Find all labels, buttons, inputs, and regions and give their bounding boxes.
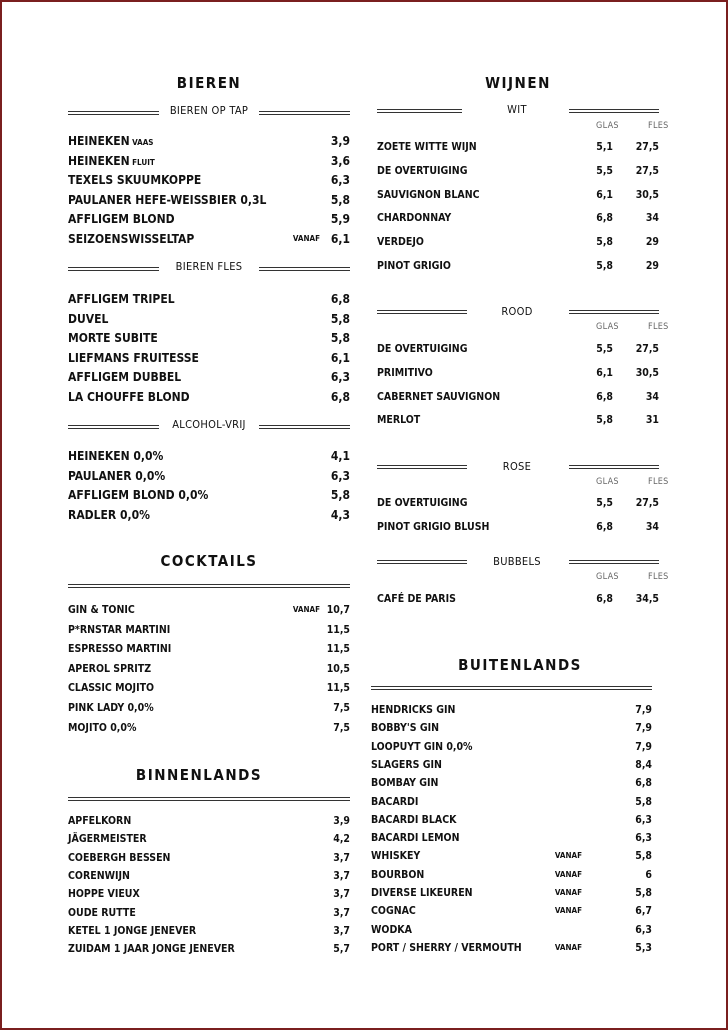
rose-item-fles: 34: [645, 520, 659, 533]
wit-heading: WIT: [507, 103, 527, 116]
wit-item-fles: 34: [645, 212, 659, 225]
tap-item-price: 5,9: [330, 212, 350, 227]
buitenlands-item-price: 6,3: [635, 832, 652, 845]
binnenlands-item: [68, 849, 350, 867]
buitenlands-item-name: BOURBON: [371, 868, 425, 881]
wit-cols-fles: FLES: [648, 121, 669, 131]
wijnen-title: WIJNEN: [485, 74, 551, 92]
tap-item-name: AFFLIGEM BLOND: [68, 212, 175, 227]
rood-item: [377, 411, 659, 429]
rose-item-fles: 27,5: [635, 497, 659, 509]
buitenlands-item-prefix: VANAF: [554, 851, 582, 861]
bubbels-item-fles: 34,5: [635, 593, 659, 605]
wit-item-name: SAUVIGNON BLANC: [377, 188, 480, 201]
binnenlands-item: [68, 885, 350, 903]
buitenlands-item-name: PORT / SHERRY / VERMOUTH: [371, 941, 522, 954]
buitenlands-item: [371, 847, 652, 865]
rood-rule-left: [377, 310, 467, 314]
tap-item: [68, 191, 350, 209]
tap-item-name: HEINEKEN FLUIT: [68, 153, 155, 168]
fles-item-name: MORTE SUBITE: [68, 331, 158, 346]
wit-item-fles: 30,5: [635, 188, 659, 201]
binnenlands-item-name: HOPPE VIEUX: [68, 888, 140, 901]
wit-item-name: CHARDONNAY: [377, 212, 452, 225]
alcohol-vrij-heading-rule-right: [259, 425, 350, 429]
fles-item-name: DUVEL: [68, 311, 109, 326]
wit-item-glas: 5,5: [596, 164, 613, 177]
buitenlands-item-name: WHISKEY: [371, 850, 421, 863]
buitenlands-item: [371, 738, 652, 756]
alcoholvrij-item: [68, 506, 350, 524]
buitenlands-item-name: SLAGERS GIN: [371, 758, 442, 771]
binnenlands-title: BINNENLANDS: [135, 766, 263, 784]
alcohol-vrij-heading-rule-left: [68, 425, 159, 429]
bieren-fles-heading: BIEREN FLES: [175, 260, 243, 273]
bieren-op-tap-heading: BIEREN OP TAP: [169, 104, 249, 117]
wit-item-glas: 5,8: [596, 236, 613, 249]
rood-heading: ROOD: [501, 305, 533, 318]
alcoholvrij-item-price: 4,3: [330, 507, 350, 522]
binnenlands-item-name: KETEL 1 JONGE JENEVER: [68, 924, 197, 937]
buitenlands-item-price: 6: [645, 868, 652, 881]
buitenlands-item-prefix: VANAF: [554, 906, 582, 916]
cocktails-item-price: 11,5: [326, 643, 350, 656]
cocktails-item-name: CLASSIC MOJITO: [68, 682, 155, 695]
binnenlands-item-price: 3,7: [333, 851, 350, 864]
buitenlands-item: [371, 939, 652, 957]
rood-item-name: DE OVERTUIGING: [377, 343, 468, 355]
rood-item: [377, 388, 659, 406]
wit-cols-glas: GLAS: [596, 121, 619, 131]
bieren-title: BIEREN: [176, 74, 242, 92]
cocktails-item-price: 10,7: [326, 604, 350, 616]
buitenlands-item-name: BACARDI BLACK: [371, 813, 457, 826]
binnenlands-item-name: ZUIDAM 1 JAAR JONGE JENEVER: [68, 943, 235, 956]
wit-item: [377, 162, 659, 180]
buitenlands-item-price: 6,8: [635, 777, 652, 790]
tap-item: [68, 152, 350, 170]
rose-item-name: DE OVERTUIGING: [377, 497, 468, 509]
wit-item: [377, 209, 659, 227]
fles-item-price: 6,1: [330, 350, 350, 365]
cocktails-item-name: ESPRESSO MARTINI: [68, 643, 172, 656]
rood-item-fles: 30,5: [635, 366, 659, 379]
tap-item: [68, 210, 350, 228]
alcoholvrij-item-name: RADLER 0,0%: [68, 507, 150, 522]
rood-item-name: MERLOT: [377, 414, 421, 427]
binnenlands-item-name: APFELKORN: [68, 815, 132, 827]
buitenlands-item-name: COGNAC: [371, 905, 416, 918]
cocktails-item: [68, 699, 350, 717]
tap-item: [68, 132, 350, 150]
alcoholvrij-item: [68, 467, 350, 485]
binnenlands-item: [68, 904, 350, 922]
tap-item-name: PAULANER HEFE-WEISSBIER 0,3L: [68, 192, 267, 207]
buitenlands-item-price: 6,3: [635, 813, 652, 826]
cocktails-item-price: 11,5: [326, 623, 350, 636]
cocktails-item: [68, 601, 350, 619]
wit-item: [377, 138, 659, 156]
rood-cols-glas: GLAS: [596, 322, 619, 332]
cocktails-item: [68, 719, 350, 737]
rose-heading: ROSE: [502, 460, 532, 473]
wit-item: [377, 233, 659, 251]
rose-rule-left: [377, 465, 467, 469]
buitenlands-item-price: 8,4: [635, 758, 652, 771]
tap-item-name: SEIZOENSWISSELTAP: [68, 232, 195, 246]
rood-rule-right: [569, 310, 659, 314]
fles-item-name: LA CHOUFFE BLOND: [68, 390, 190, 404]
buitenlands-item-price: 6,7: [635, 905, 652, 918]
binnenlands-item: [68, 922, 350, 940]
binnenlands-item-price: 3,7: [333, 869, 350, 882]
buitenlands-item: [371, 866, 652, 884]
cocktails-item-price: 7,5: [333, 702, 350, 714]
wit-item-name: ZOETE WITTE WIJN: [377, 141, 477, 153]
fles-item-price: 5,8: [330, 311, 350, 326]
cocktails-item-name: P*RNSTAR MARTINI: [68, 623, 171, 636]
rood-item-name: CABERNET SAUVIGNON: [377, 390, 501, 403]
wit-item-fles: 27,5: [635, 164, 659, 177]
cocktails-item-name: MOJITO 0,0%: [68, 721, 137, 734]
buitenlands-item-price: 5,3: [635, 941, 652, 954]
fles-item: [68, 388, 350, 406]
bieren-fles-heading-rule-right: [259, 267, 350, 271]
rood-item-glas: 5,8: [596, 414, 613, 427]
tap-item: [68, 171, 350, 189]
wit-item-glas: 5,8: [596, 260, 613, 272]
alcoholvrij-item: [68, 447, 350, 465]
cocktails-item-name: PINK LADY 0,0%: [68, 702, 154, 714]
cocktails-item-price: 10,5: [326, 662, 350, 675]
bieren-op-tap-heading-rule-left: [68, 111, 159, 115]
buitenlands-item: [371, 774, 652, 792]
buitenlands-item-name: LOOPUYT GIN 0,0%: [371, 740, 473, 753]
rose-rule-right: [569, 465, 659, 469]
rose-item: [377, 494, 659, 512]
cocktails-item-price: 11,5: [326, 682, 350, 695]
wit-rule-left: [377, 109, 462, 113]
rood-item-fles: 34: [645, 390, 659, 403]
rood-item-glas: 5,5: [596, 343, 613, 355]
alcoholvrij-item-name: AFFLIGEM BLOND 0,0%: [68, 488, 209, 503]
cocktails-item: [68, 679, 350, 697]
fles-item-price: 6,8: [330, 292, 350, 306]
binnenlands-item-name: JÄGERMEISTER: [68, 833, 147, 846]
fles-item: [68, 310, 350, 328]
alcoholvrij-item-price: 5,8: [330, 488, 350, 503]
wit-item-fles: 27,5: [635, 141, 659, 153]
rood-item: [377, 364, 659, 382]
buitenlands-item-price: 7,9: [635, 722, 652, 735]
bubbels-item-name: CAFÉ DE PARIS: [377, 593, 456, 605]
bubbels-item: [377, 590, 659, 608]
cocktails-item: [68, 660, 350, 678]
binnenlands-item-name: OUDE RUTTE: [68, 906, 136, 919]
rood-item: [377, 340, 659, 358]
wit-item-fles: 29: [645, 236, 659, 249]
buitenlands-item-price: 7,9: [635, 704, 652, 716]
rose-item-glas: 5,5: [596, 497, 613, 509]
buitenlands-title: BUITENLANDS: [458, 656, 582, 674]
fles-item-name: AFFLIGEM TRIPEL: [68, 292, 175, 306]
tap-item: [68, 230, 350, 248]
cocktails-item: [68, 621, 350, 639]
bubbels-rule-right: [569, 560, 659, 564]
bubbels-cols-glas: GLAS: [596, 572, 619, 582]
bieren-op-tap-heading-rule-right: [259, 111, 350, 115]
wit-item-name: DE OVERTUIGING: [377, 164, 468, 177]
wit-item-name: VERDEJO: [377, 236, 424, 249]
buitenlands-item: [371, 719, 652, 737]
buitenlands-item-prefix: VANAF: [554, 942, 582, 952]
rose-cols-fles: FLES: [648, 477, 669, 487]
buitenlands-item-price: 7,9: [635, 740, 652, 753]
bubbels-cols-fles: FLES: [648, 572, 669, 582]
bubbels-heading: BUBBELS: [493, 555, 541, 568]
binnenlands-item: [68, 940, 350, 958]
buitenlands-rule: [371, 686, 652, 690]
tap-item-prefix: VANAF: [292, 234, 320, 243]
bieren-fles-heading-rule-left: [68, 267, 159, 271]
rose-cols-glas: GLAS: [596, 477, 619, 487]
rose-item-glas: 6,8: [596, 520, 613, 533]
tap-item-price: 5,8: [330, 192, 350, 207]
rood-cols-fles: FLES: [648, 322, 669, 332]
tap-item-suffix: FLUIT: [129, 157, 155, 167]
cocktails-rule: [68, 584, 350, 588]
wit-item-name: PINOT GRIGIO: [377, 260, 451, 272]
fles-item-price: 5,8: [330, 331, 350, 346]
cocktails-item-prefix: VANAF: [292, 605, 320, 614]
binnenlands-item-name: COEBERGH BESSEN: [68, 851, 171, 864]
binnenlands-item-price: 3,7: [333, 906, 350, 919]
wit-item-glas: 5,1: [596, 141, 613, 153]
wit-item-glas: 6,1: [596, 188, 613, 201]
cocktails-item-name: APEROL SPRITZ: [68, 662, 152, 675]
buitenlands-item: [371, 756, 652, 774]
alcoholvrij-item-price: 6,3: [330, 468, 350, 483]
buitenlands-item: [371, 829, 652, 847]
buitenlands-item-name: WODKA: [371, 923, 412, 936]
tap-item-name: TEXELS SKUUMKOPPE: [68, 173, 202, 188]
buitenlands-item-price: 5,8: [635, 795, 652, 808]
buitenlands-item-name: BACARDI: [371, 795, 419, 808]
buitenlands-item-name: BOBBY'S GIN: [371, 722, 440, 735]
bubbels-rule-left: [377, 560, 467, 564]
buitenlands-item: [371, 902, 652, 920]
alcoholvrij-item-name: PAULANER 0,0%: [68, 468, 166, 483]
wit-rule-right: [569, 109, 659, 113]
binnenlands-item-price: 4,2: [333, 833, 350, 846]
fles-item: [68, 329, 350, 347]
fles-item-name: AFFLIGEM DUBBEL: [68, 370, 182, 385]
wit-item-fles: 29: [645, 260, 659, 272]
cocktails-title: COCKTAILS: [160, 552, 258, 570]
tap-item-price: 6,1: [330, 232, 350, 246]
binnenlands-item: [68, 867, 350, 885]
tap-item-price: 6,3: [330, 173, 350, 188]
rose-item: [377, 518, 659, 536]
tap-item-suffix: VAAS: [129, 138, 154, 147]
binnenlands-item-price: 3,9: [333, 815, 350, 827]
binnenlands-item-price: 3,7: [333, 888, 350, 901]
buitenlands-item-price: 6,3: [635, 923, 652, 936]
buitenlands-item-price: 5,8: [635, 887, 652, 899]
cocktails-item-name: GIN & TONIC: [68, 604, 135, 616]
buitenlands-item: [371, 884, 652, 902]
buitenlands-item-name: HENDRICKS GIN: [371, 704, 456, 716]
buitenlands-item-name: DIVERSE LIKEUREN: [371, 887, 473, 899]
alcoholvrij-item-name: HEINEKEN 0,0%: [68, 449, 164, 463]
binnenlands-rule: [68, 797, 350, 801]
rose-item-name: PINOT GRIGIO BLUSH: [377, 520, 490, 533]
rood-item-name: PRIMITIVO: [377, 366, 433, 379]
wit-item-glas: 6,8: [596, 212, 613, 225]
buitenlands-item: [371, 701, 652, 719]
buitenlands-item-name: BACARDI LEMON: [371, 832, 460, 845]
buitenlands-item-price: 5,8: [635, 850, 652, 863]
binnenlands-item: [68, 812, 350, 830]
binnenlands-item-price: 5,7: [333, 943, 350, 956]
rood-item-fles: 31: [645, 414, 659, 427]
alcohol-vrij-heading: ALCOHOL-VRIJ: [172, 418, 246, 431]
tap-item-name: HEINEKEN VAAS: [68, 134, 154, 148]
fles-item-name: LIEFMANS FRUITESSE: [68, 350, 199, 365]
buitenlands-item-prefix: VANAF: [554, 888, 582, 897]
fles-item: [68, 290, 350, 308]
bubbels-item-glas: 6,8: [596, 593, 613, 605]
buitenlands-item-name: BOMBAY GIN: [371, 777, 439, 790]
buitenlands-item: [371, 793, 652, 811]
alcoholvrij-item-price: 4,1: [330, 449, 350, 463]
binnenlands-item: [68, 830, 350, 848]
tap-item-price: 3,9: [330, 134, 350, 148]
binnenlands-item-price: 3,7: [333, 924, 350, 937]
rood-item-glas: 6,8: [596, 390, 613, 403]
cocktails-item: [68, 640, 350, 658]
fles-item: [68, 368, 350, 386]
alcoholvrij-item: [68, 486, 350, 504]
fles-item-price: 6,8: [330, 390, 350, 404]
rood-item-glas: 6,1: [596, 366, 613, 379]
binnenlands-item-name: CORENWIJN: [68, 869, 130, 882]
fles-item-price: 6,3: [330, 370, 350, 385]
wit-item: [377, 257, 659, 275]
cocktails-item-price: 7,5: [333, 721, 350, 734]
fles-item: [68, 349, 350, 367]
wit-item: [377, 186, 659, 204]
rood-item-fles: 27,5: [635, 343, 659, 355]
buitenlands-item: [371, 921, 652, 939]
tap-item-price: 3,6: [330, 153, 350, 168]
buitenlands-item: [371, 811, 652, 829]
buitenlands-item-prefix: VANAF: [554, 869, 582, 879]
